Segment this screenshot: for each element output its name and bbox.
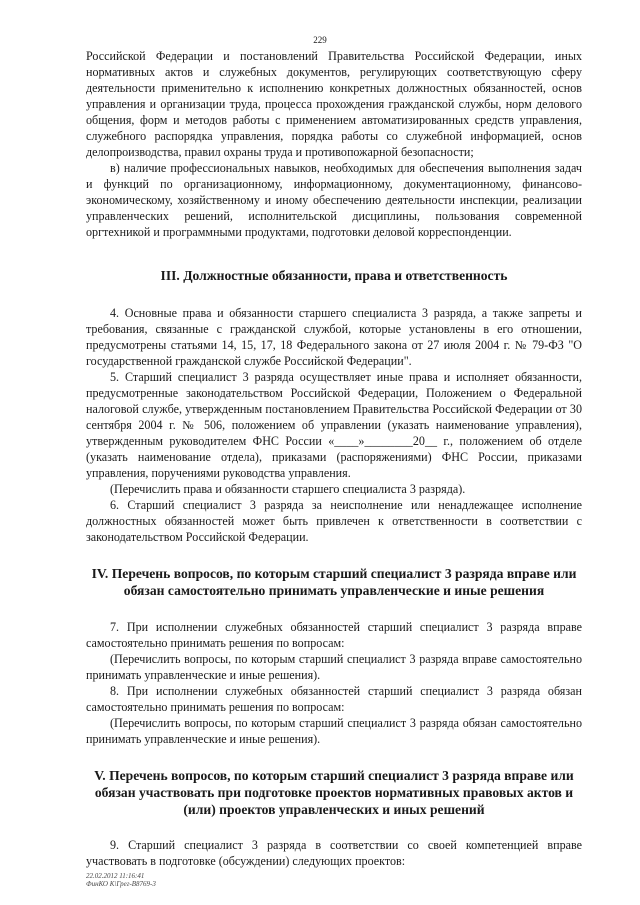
section-4-paragraph-7: 7. При исполнении служебных обязанностей старший специалист 3 разряда вправе самостоятельно принимать решения по вопросам: [86, 620, 582, 650]
section-4-note-2: (Перечислить вопросы, по которым старший специалист 3 разряда обязан самостоятельно принимать управленческие и иные решения). [86, 716, 582, 746]
section-3-paragraph-6: 6. Старший специалист 3 разряда за неисполнение или ненадлежащее исполнение должностных обязанностей может быть привлечен к ответственности в соответствии с законодательством Российской Федерации. [86, 498, 582, 544]
document-footer [86, 872, 156, 888]
section-3-paragraph-4: 4. Основные права и обязанности старшего специалиста 3 разряда, а также запреты и требования, связанные с гражданской службой, которые установлены в его отношении, предусмотрены статьями 14, 15, 17, 18 Федерального закона от 27 июля 2004 г. № 79-ФЗ "О государственной гражданской службе Российской Федерации". [86, 306, 582, 368]
section-3-heading: III. Должностные обязанности, права и ответственность [160, 268, 508, 283]
section-5-paragraph-9: 9. Старший специалист 3 разряда в соответствии со своей компетенцией вправе участвовать в подготовке (обсуждении) следующих проектов: [86, 838, 582, 868]
section-3-note: (Перечислить права и обязанности старшего специалиста 3 разряда). [110, 482, 466, 496]
document-body [86, 48, 582, 869]
page-number: 229 [313, 35, 327, 45]
section-3-paragraph-5: 5. Старший специалист 3 разряда осуществляет иные права и исполняет обязанности, предусмотренные законодательством Российской Федерации, Положением о Федеральной налоговой службе, утвержденным постановлением Правительства Российской Федерации от 30 сентября 2004 г. № 506, положением об управлении (указать наименование управления), утвержденным руководителем ФНС России «____»________20__ г., положением об отделе (указать наименование отдела), приказами (распоряжениями) ФНС России, приказами управления, поручениями руководства управления. [86, 370, 582, 480]
intro-paragraph-2: в) наличие профессиональных навыков, необходимых для обеспечения выполнения задач и функций по организационному, информационному, документационному, финансово-экономическому, хозяйственному и иному обеспечению деятельности инспекции, реализации управленческих решений, исполнительской дисциплины, пользования современной оргтехникой и программными продуктами, подготовки деловой корреспонденции. [86, 161, 582, 239]
section-4-paragraph-8: 8. При исполнении служебных обязанностей старший специалист 3 разряда обязан самостоятельно принимать решения по вопросам: [86, 684, 582, 714]
footer-file-reference: ФинКО К\Грег-В8769-3 [86, 880, 156, 888]
intro-paragraph-1: Российской Федерации и постановлений Правительства Российской Федерации, иных нормативных актов и служебных документов, регулирующих соответствующую сферу деятельности применительно к исполнению конкретных должностных обязанностей, основ управления и организации труда, процесса прохождения гражданской службы, норм делового общения, форм и методов работы с применением автоматизированных средств управления, служебного распорядка управления, порядка работы со служебной информацией, основ делопроизводства, правил охраны труда и противопожарной безопасности; [86, 49, 582, 159]
section-5-heading: V. Перечень вопросов, по которым старший специалист 3 разряда вправе или обязан участвовать при подготовке проектов нормативных правовых актов и (или) проектов управленческих и иных решений [94, 768, 574, 817]
footer-timestamp: 22.02.2012 11:16:41 [86, 872, 145, 880]
section-4-heading: IV. Перечень вопросов, по которым старший специалист 3 разряда вправе или обязан самостоятельно принимать управленческие и иные решения [91, 566, 577, 598]
section-4-note-1: (Перечислить вопросы, по которым старший специалист 3 разряда вправе самостоятельно принимать управленческие и иные решения). [86, 652, 582, 682]
